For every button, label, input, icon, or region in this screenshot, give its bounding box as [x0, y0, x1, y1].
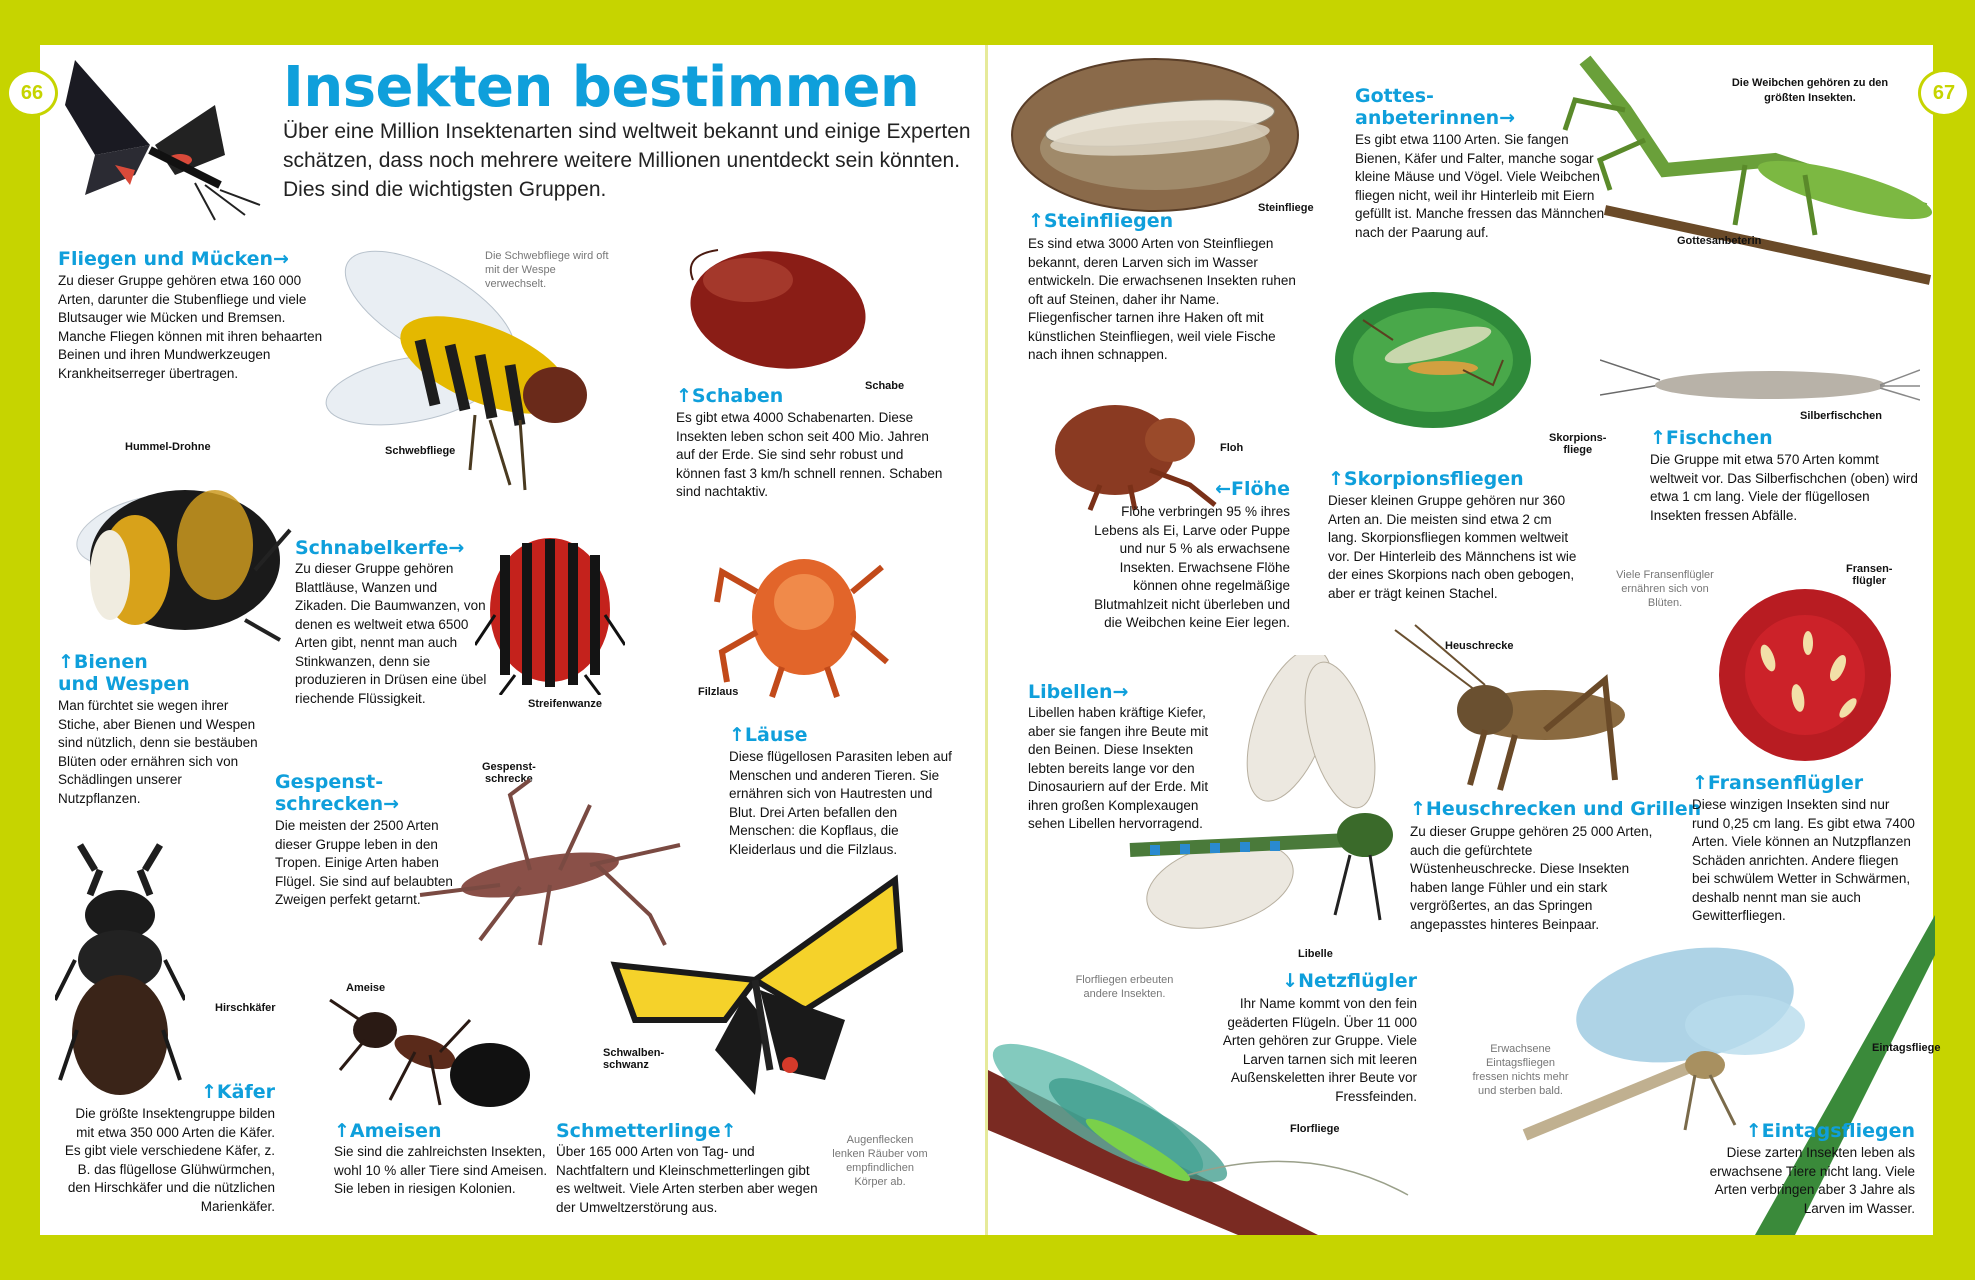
- text-libellen: Libellen haben kräftige Kiefer, aber sie fangen ihre Beute mit den Beinen. Diese Insekten lebten bereits lange vor den Dinosauriern auf der Erde. Mit ihren großen Komplexaugen sehen Libellen hervorragend.: [1028, 705, 1209, 831]
- text-netz: Ihr Name kommt von den fein geäderten Flügeln. Über 11 000 Arten gehören zur Gruppe. Viele Larven tarnen sich mit leeren Außenskeletten ihrer Beute vor Fressfeinden.: [1222, 996, 1417, 1104]
- intro-text: Über eine Million Insektenarten sind weltweit bekannt und einige Experten schätzen, dass noch mehrere weitere Millionen unentdeckt sein könnten. Dies sind die wichtigsten Gruppen.: [283, 120, 971, 201]
- heading-fischchen: ↑Fischchen: [1650, 427, 1773, 449]
- heading-gespenst-2: schrecken→: [275, 793, 400, 815]
- heading-netz: ↓Netzflügler: [1282, 970, 1417, 992]
- heading-gottes-1: Gottes-: [1355, 85, 1434, 107]
- text-gespenst: Die meisten der 2500 Arten dieser Gruppe leben in den Tropen. Einige Arten haben Flügel. Sie sind auf belaubten Zweigen perfekt getarnt.: [275, 818, 453, 907]
- heading-eintags: ↑Eintagsfliegen: [1745, 1120, 1915, 1142]
- caption-gespenstschrecke: Gespenst- schrecke: [482, 761, 536, 785]
- caption-schabe: Schabe: [865, 380, 905, 392]
- note-eintags: Erwachsene Eintagsfliegen fressen nichts mehr und sterben bald.: [1472, 1043, 1569, 1097]
- text-eintags: Diese zarten Insekten leben als erwachsene Tiere nicht lang. Viele Arten verbringen aber 3 Jahre als Larven im Wasser.: [1709, 1145, 1915, 1216]
- note-augenflecken: Augenflecken lenken Räuber vom empfindlichen Körper ab.: [832, 1134, 928, 1188]
- fransenfluegler-image: [1718, 588, 1893, 763]
- note-florfliegen: Florfliegen erbeuten andere Insekten.: [1075, 974, 1174, 1000]
- caption-ameise: Ameise: [346, 982, 386, 994]
- note-schwebfliege: Die Schwebfliege wird oft mit der Wespe verwechselt.: [485, 250, 609, 290]
- text-steinfliegen: Es sind etwa 3000 Arten von Steinfliegen bekannt, deren Larven sich im Wasser entwickeln. Die erwachsenen Insekten ruhen oft auf Steinen, daher ihr Name. Fliegenfischer tarnen ihre Haken oft mit künstlichen Steinfliegen, weil viele Fische nach ihnen schnappen.: [1028, 236, 1296, 362]
- caption-libelle: Libelle: [1298, 948, 1333, 960]
- text-schnabelkerfe: Zu dieser Gruppe gehören Blattläuse, Wanzen und Zikaden. Die Baumwanzen, von denen es weltweit etwa 6500 Arten gibt, nennt man auch Stinkwanzen, denn sie produzieren in Drüsen eine übel riechende Flüssigkeit.: [295, 561, 487, 706]
- caption-filzlaus: Filzlaus: [698, 686, 739, 698]
- note-weibchen: Die Weibchen gehören zu den größten Insekten.: [1731, 77, 1889, 104]
- text-fliegen: Zu dieser Gruppe gehören etwa 160 000 Arten, darunter die Stubenfliege und viele Blutsauger wie Mücken und Bremsen. Manche Fliegen können mit ihren behaarten Beinen und ihren Mundwerkzeugen Krankheitserreger übertragen.: [58, 273, 323, 381]
- text-laeuse: Diese flügellosen Parasiten leben auf Menschen und anderen Tieren. Sie ernähren sich von Hautresten und Blut. Drei Arten befallen den Menschen: die Kopflaus, die Kleiderlaus und die Filzlaus.: [729, 749, 952, 857]
- caption-floh: Floh: [1220, 442, 1244, 454]
- schabe-image: [678, 235, 878, 385]
- heading-bienen-1: ↑Bienen: [58, 651, 148, 673]
- caption-heuschrecke: Heuschrecke: [1445, 640, 1514, 652]
- ameise-image: [320, 990, 540, 1110]
- hummel-image: [55, 450, 295, 650]
- text-fischchen: Die Gruppe mit etwa 570 Arten kommt weltweit vor. Das Silberfischchen (oben) wird etwa 1 cm lang. Viele der flügellosen Insekten fressen Abfälle.: [1650, 452, 1918, 523]
- caption-hirschkaefer: Hirschkäfer: [215, 1002, 276, 1014]
- caption-skorpionsfliege: Skorpions- fliege: [1549, 432, 1607, 456]
- text-skorpions: Dieser kleinen Gruppe gehören nur 360 Arten an. Die meisten sind etwa 2 cm lang. Skorpionsfliegen kommen weltweit vor. Der Hinterleib des Männchens ist wie der eines Skorpions nach oben gebogen, aber er trägt keinen Stachel.: [1328, 493, 1577, 601]
- text-floehe: Flöhe verbringen 95 % ihres Lebens als Ei, Larve oder Puppe und nur 5 % als erwachsene Insekten. Erwachsene Flöhe können ohne regelmäßige Blutmahlzeit nicht überleben und die Weibchen keine Eier legen.: [1094, 504, 1290, 630]
- caption-eintagsfliege: Eintagsfliege: [1872, 1042, 1941, 1054]
- heading-gottes-2: anbeterinnen→: [1355, 107, 1516, 129]
- butterfly-corner-image: [55, 45, 275, 225]
- heading-ameisen: ↑Ameisen: [334, 1120, 442, 1142]
- heading-bienen-2: und Wespen: [58, 673, 190, 695]
- text-fransen: Diese winzigen Insekten sind nur rund 0,25 cm lang. Es gibt etwa 7400 Arten. Viele können an Nutzpflanzen Schäden anrichten. Andere fliegen bei schwülem Wetter in Schwärmen, deshalb nennt man sie auch Gewitterfliegen.: [1692, 797, 1915, 923]
- steinfliege-image: [1010, 58, 1300, 213]
- caption-schwebfliege: Schwebfliege: [385, 445, 456, 457]
- page-number-right: 67: [1918, 69, 1970, 117]
- heading-heuschrecken: ↑Heuschrecken und Grillen: [1410, 798, 1702, 820]
- skorpionsfliege-image: [1333, 290, 1533, 430]
- text-schaben: Es gibt etwa 4000 Schabenarten. Diese Insekten leben schon seit 400 Mio. Jahren auf der Erde. Sie sind sehr robust und können fast 3 km/h schnell rennen. Schaben sind nachtaktiv.: [676, 410, 943, 499]
- caption-florfliege: Florfliege: [1290, 1123, 1340, 1135]
- streifenwanze-image: [475, 515, 625, 695]
- caption-schwalbenschwanz: Schwalben- schwanz: [603, 1047, 665, 1071]
- florfliege-image: [988, 1000, 1428, 1235]
- caption-silberfischchen: Silberfischchen: [1800, 410, 1882, 422]
- heading-libellen: Libellen→: [1028, 681, 1129, 703]
- page-title: Insekten bestimmen: [283, 55, 920, 120]
- text-heuschrecken: Zu dieser Gruppe gehören 25 000 Arten, auch die gefürchtete Wüstenheuschrecke. Diese Insekten haben lange Fühler und ein stark vergrößertes, an das Springen angepasstes hinteres Beinpaar.: [1410, 824, 1653, 932]
- note-fransen: Viele Fransenflügler ernähren sich von Blüten.: [1616, 569, 1714, 609]
- heading-schaben: ↑Schaben: [676, 385, 784, 407]
- text-bienen: Man fürchtet sie wegen ihrer Stiche, aber Bienen und Wespen sind nützlich, denn sie bestäuben Blüten oder ernähren sich von Schädlingen unserer Nutzpflanzen.: [58, 698, 258, 806]
- hirschkaefer-image: [55, 840, 185, 1100]
- heading-schnabelkerfe: Schnabelkerfe→: [295, 537, 465, 559]
- heading-fliegen: Fliegen und Mücken→: [58, 248, 289, 270]
- heading-skorpions: ↑Skorpionsfliegen: [1328, 468, 1524, 490]
- caption-gottesanbeterin: Gottesanbeterin: [1677, 235, 1762, 247]
- heading-schmetterlinge: Schmetterlinge↑: [556, 1120, 737, 1142]
- heading-floehe: ←Flöhe: [1215, 478, 1290, 500]
- silberfischchen-image: [1600, 340, 1920, 420]
- page-number-left: 66: [6, 69, 58, 117]
- caption-steinfliege: Steinfliege: [1258, 202, 1314, 214]
- heading-gespenst-1: Gespenst-: [275, 771, 384, 793]
- text-schmetterlinge: Über 165 000 Arten von Tag- und Nachtfaltern und Kleinschmetterlingen gibt es weltweit. Viele Arten sterben aber wegen der Umweltzerstörung aus.: [556, 1144, 818, 1215]
- eintagsfliege-image: [1515, 925, 1855, 1145]
- libelle-image: [1120, 655, 1450, 955]
- text-gottes: Es gibt etwa 1100 Arten. Sie fangen Bienen, Käfer und Falter, manche sogar kleine Mäuse und Vögel. Viele Weibchen fliegen nicht, weil ihr Hinterleib mit Eiern gefüllt ist. Manche fressen das Männchen nach der Paarung auf.: [1355, 132, 1605, 240]
- caption-streifenwanze: Streifenwanze: [528, 698, 602, 710]
- text-kaefer: Die größte Insektengruppe bilden mit etwa 350 000 Arten die Käfer. Es gibt viele verschiedene Käfer, z. B. das flügellose Glühwürmchen, den Hirschkäfer und die nützlichen Marienkäfer.: [64, 1106, 275, 1214]
- heading-laeuse: ↑Läuse: [729, 724, 808, 746]
- heading-kaefer: ↑Käfer: [201, 1081, 275, 1103]
- text-ameisen: Sie sind die zahlreichsten Insekten, wohl 10 % aller Tiere sind Ameisen. Sie leben in riesigen Kolonien.: [334, 1144, 548, 1196]
- schwalbenschwanz-image: [605, 870, 905, 1110]
- heading-fransen: ↑Fransenflügler: [1692, 772, 1864, 794]
- caption-fransenfluegler: Fransen- flügler: [1846, 563, 1893, 587]
- filzlaus-image: [712, 542, 892, 702]
- heading-steinfliegen: ↑Steinfliegen: [1028, 210, 1174, 232]
- caption-hummel: Hummel-Drohne: [125, 441, 211, 453]
